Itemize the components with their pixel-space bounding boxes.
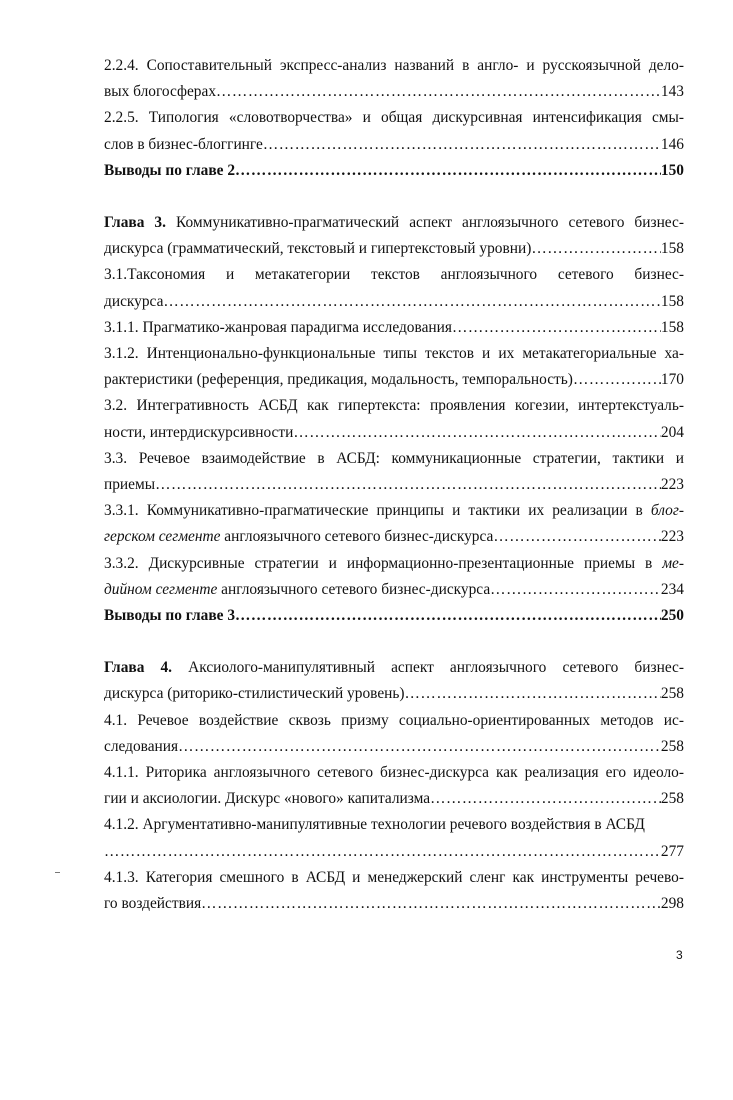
- toc-entry-line: слов в бизнес-блоггинге: [104, 135, 263, 153]
- toc-entry-3-1: [104, 262, 684, 314]
- toc-entry-conclusions-2: [104, 158, 684, 184]
- toc-entry-chapter-3: [104, 210, 684, 262]
- toc-page-number: 223: [660, 528, 684, 546]
- toc-entry-line: 3.2. Интегративность АСБД как гипертекста: проявления когезии, интертекстуаль-: [104, 397, 684, 415]
- toc-entry-3-3-2: [104, 551, 684, 603]
- table-of-contents: [104, 53, 684, 917]
- leader-dots: [201, 891, 661, 917]
- toc-entry-title: 3.1.1. Прагматико-жанровая парадигма исследования: [104, 318, 452, 336]
- toc-entry-title: Выводы по главе 2: [104, 161, 236, 179]
- toc-entry-3-2: [104, 393, 684, 445]
- toc-page-number: 277: [660, 842, 684, 860]
- toc-entry-4-1: [104, 708, 684, 760]
- toc-page-number: 258: [660, 737, 684, 755]
- toc-entry-line: дискурса: [104, 292, 164, 310]
- leader-dots: [490, 577, 661, 603]
- toc-entry-line: рактеристики (референция, предикация, модальность, темпоральность): [104, 371, 573, 389]
- toc-page-number: 204: [660, 423, 684, 441]
- toc-entry-line: 3.3.2. Дискурсивные стратегии и информационно-презентационные приемы в ме-: [104, 554, 684, 572]
- toc-page-number: 170: [660, 371, 684, 389]
- toc-page-number: 158: [660, 292, 684, 310]
- scan-artifact-mark: [55, 872, 60, 873]
- toc-page-number: 258: [660, 790, 684, 808]
- leader-dots: [163, 289, 661, 315]
- leader-dots: [430, 786, 661, 812]
- toc-entry-line: Глава 3. Коммуникативно-прагматический аспект англоязычного сетевого бизнес-: [104, 214, 684, 232]
- toc-page-number: 158: [660, 318, 684, 336]
- leader-dots: [216, 79, 661, 105]
- leader-dots: [178, 734, 661, 760]
- leader-dots: [104, 839, 661, 865]
- toc-entry-line: дискурса (грамматический, текстовый и гипертекстовый уровни): [104, 240, 532, 258]
- page-number: 3: [676, 948, 683, 962]
- toc-entry-line: Глава 4. Аксиолого-манипулятивный аспект англоязычного сетевого бизнес-: [104, 659, 684, 677]
- toc-entry-line: го воздействия: [104, 895, 202, 913]
- leader-dots: [531, 236, 661, 262]
- toc-page-number: 250: [660, 607, 684, 625]
- toc-page-number: 158: [660, 240, 684, 258]
- toc-page-number: 143: [660, 83, 684, 101]
- toc-entry-line: гии и аксиологии. Дискурс «нового» капитализма: [104, 790, 431, 808]
- toc-entry-line: 4.1.1. Риторика англоязычного сетевого бизнес-дискурса как реализация его идеоло-: [104, 764, 684, 782]
- leader-dots: [573, 367, 661, 393]
- leader-dots: [493, 524, 661, 550]
- toc-page-number: 298: [660, 895, 684, 913]
- toc-entry-line: 3.1.Таксономия и метакатегории текстов англоязычного сетевого бизнес-: [104, 266, 684, 284]
- toc-entry-line: 3.3. Речевое взаимодействие в АСБД: коммуникационные стратегии, тактики и: [104, 449, 684, 467]
- leader-dots: [405, 681, 661, 707]
- toc-entry-4-1-2: [104, 812, 684, 864]
- toc-entry-line: дискурса (риторико-стилистический уровень): [104, 685, 405, 703]
- toc-entry-3-3-1: [104, 498, 684, 550]
- toc-page-number: 258: [660, 685, 684, 703]
- toc-entry-line: 3.3.1. Коммуникативно-прагматические принципы и тактики их реализации в блог-: [104, 502, 684, 520]
- toc-entry-line: герском сегменте англоязычного сетевого бизнес-дискурса: [104, 528, 494, 546]
- toc-entry-line: дийном сегменте англоязычного сетевого бизнес-дискурса: [104, 580, 491, 598]
- chapter-label: Глава 4.: [104, 659, 173, 677]
- toc-entry-conclusions-3: [104, 603, 684, 629]
- toc-page-number: 150: [660, 161, 684, 179]
- toc-entry-2-2-4: [104, 53, 684, 105]
- leader-dots: [293, 420, 661, 446]
- toc-entry-line: 2.2.5. Типология «словотворчества» и общая дискурсивная интенсификация смы-: [104, 109, 684, 127]
- leader-dots: [452, 315, 661, 341]
- chapter-label: Глава 3.: [104, 214, 166, 232]
- toc-page-number: 146: [660, 135, 684, 153]
- toc-entry-4-1-3: [104, 865, 684, 917]
- toc-entry-line: 4.1.3. Категория смешного в АСБД и менеджерский сленг как инструменты речево-: [104, 868, 684, 886]
- toc-entry-line: следования: [104, 737, 179, 755]
- leader-dots: [235, 603, 661, 629]
- toc-page-number: 223: [660, 476, 684, 494]
- toc-entry-line: приемы: [104, 476, 156, 494]
- toc-entry-line: ности, интердискурсивности: [104, 423, 294, 441]
- toc-entry-3-3: [104, 446, 684, 498]
- toc-entry-3-1-1: [104, 315, 684, 341]
- toc-entry-line: вых блогосферах: [104, 83, 217, 101]
- toc-entry-4-1-1: [104, 760, 684, 812]
- leader-dots: [155, 472, 661, 498]
- toc-page-number: 234: [660, 580, 684, 598]
- toc-entry-title: Выводы по главе 3: [104, 607, 236, 625]
- toc-entry-line: 4.1.2. Аргументативно-манипулятивные технологии речевого воздействия в АСБД: [104, 816, 645, 834]
- leader-dots: [235, 158, 661, 184]
- toc-entry-2-2-5: [104, 105, 684, 157]
- toc-entry-line: 3.1.2. Интенционально-функциональные типы текстов и их метакатегориальные ха-: [104, 345, 684, 363]
- toc-entry-chapter-4: [104, 655, 684, 707]
- toc-entry-line: 4.1. Речевое воздействие сквозь призму социально-ориентированных методов ис-: [104, 711, 684, 729]
- toc-entry-3-1-2: [104, 341, 684, 393]
- leader-dots: [263, 132, 661, 158]
- toc-entry-line: 2.2.4. Сопоставительный экспресс-анализ названий в англо- и русскоязычной дело-: [104, 57, 684, 74]
